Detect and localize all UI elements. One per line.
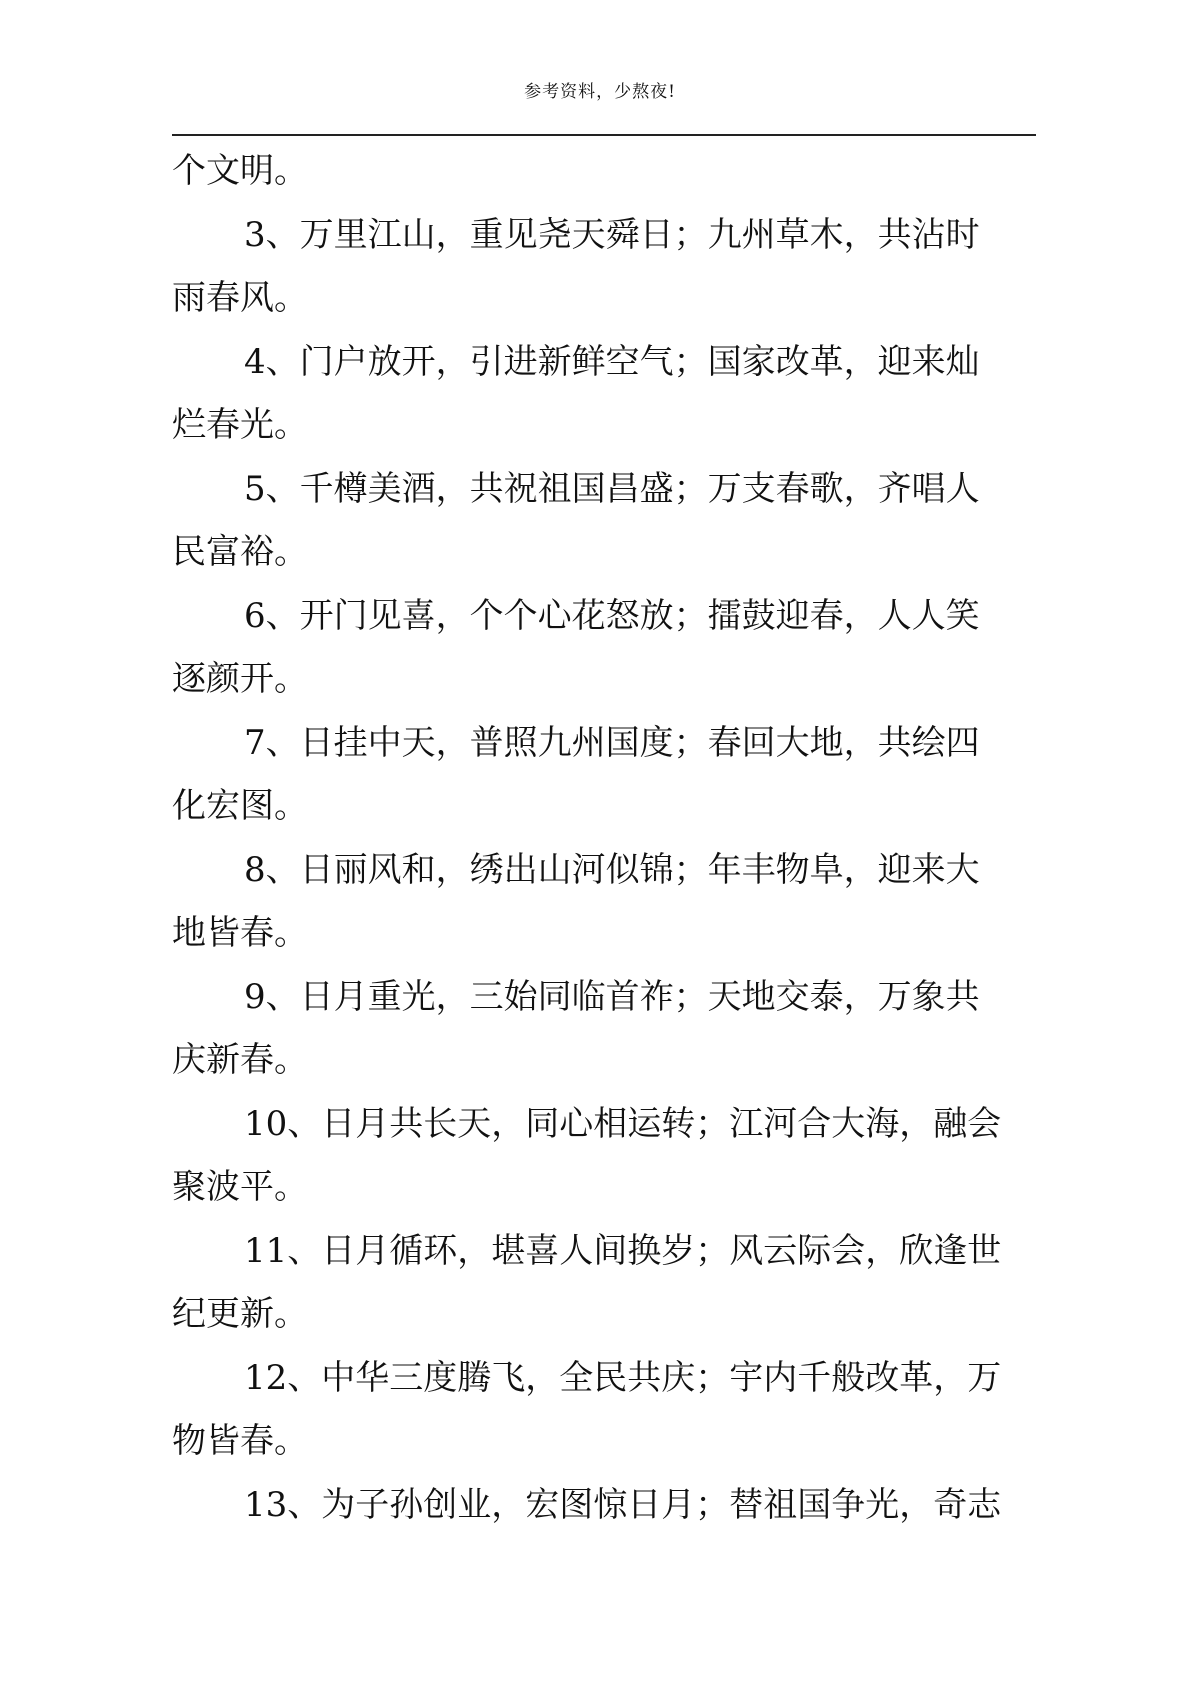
document-body [172,140,1036,1537]
text-line: 雨春风。 [172,278,308,318]
page-header: 参考资料，少熬夜! [524,82,676,102]
text-line: 11、日月循环，堪喜人间换岁；风云际会，欣逢世 [244,1230,1002,1271]
text-line: 化宏图。 [172,786,308,826]
text-line: 12、中华三度腾飞，全民共庆；宇内千般改革，万 [244,1357,1002,1398]
text-line: 民富裕。 [172,532,308,572]
text-line: 9、日月重光，三始同临首祚；天地交泰，万象共 [244,976,980,1017]
text-line: 6、开门见喜，个个心花怒放；擂鼓迎春，人人笑 [244,595,980,636]
text-line: 8、日丽风和，绣出山河似锦；年丰物阜，迎来大 [244,849,980,890]
text-line: 3、万里江山，重见尧天舜日；九州草木，共沾时 [244,214,980,255]
text-line: 地皆春。 [172,913,308,953]
text-line: 聚波平。 [172,1167,308,1207]
text-line: 10、日月共长天，同心相运转；江河合大海，融会 [244,1103,1002,1144]
text-line: 逐颜开。 [172,659,308,699]
text-line: 13、为子孙创业，宏图惊日月；替祖国争光，奇志 [244,1484,1002,1525]
text-line: 5、千樽美酒，共祝祖国昌盛；万支春歌，齐唱人 [244,468,980,509]
text-line: 烂春光。 [172,405,308,445]
text-line: 7、日挂中天，普照九州国度；春回大地，共绘四 [244,722,980,763]
text-line: 4、门户放开，引进新鲜空气；国家改革，迎来灿 [244,341,980,382]
text-line: 纪更新。 [172,1294,308,1334]
text-line: 物皆春。 [172,1421,308,1461]
text-line: 庆新春。 [172,1040,308,1080]
header-divider [172,134,1036,136]
text-line: 个文明。 [172,151,308,191]
